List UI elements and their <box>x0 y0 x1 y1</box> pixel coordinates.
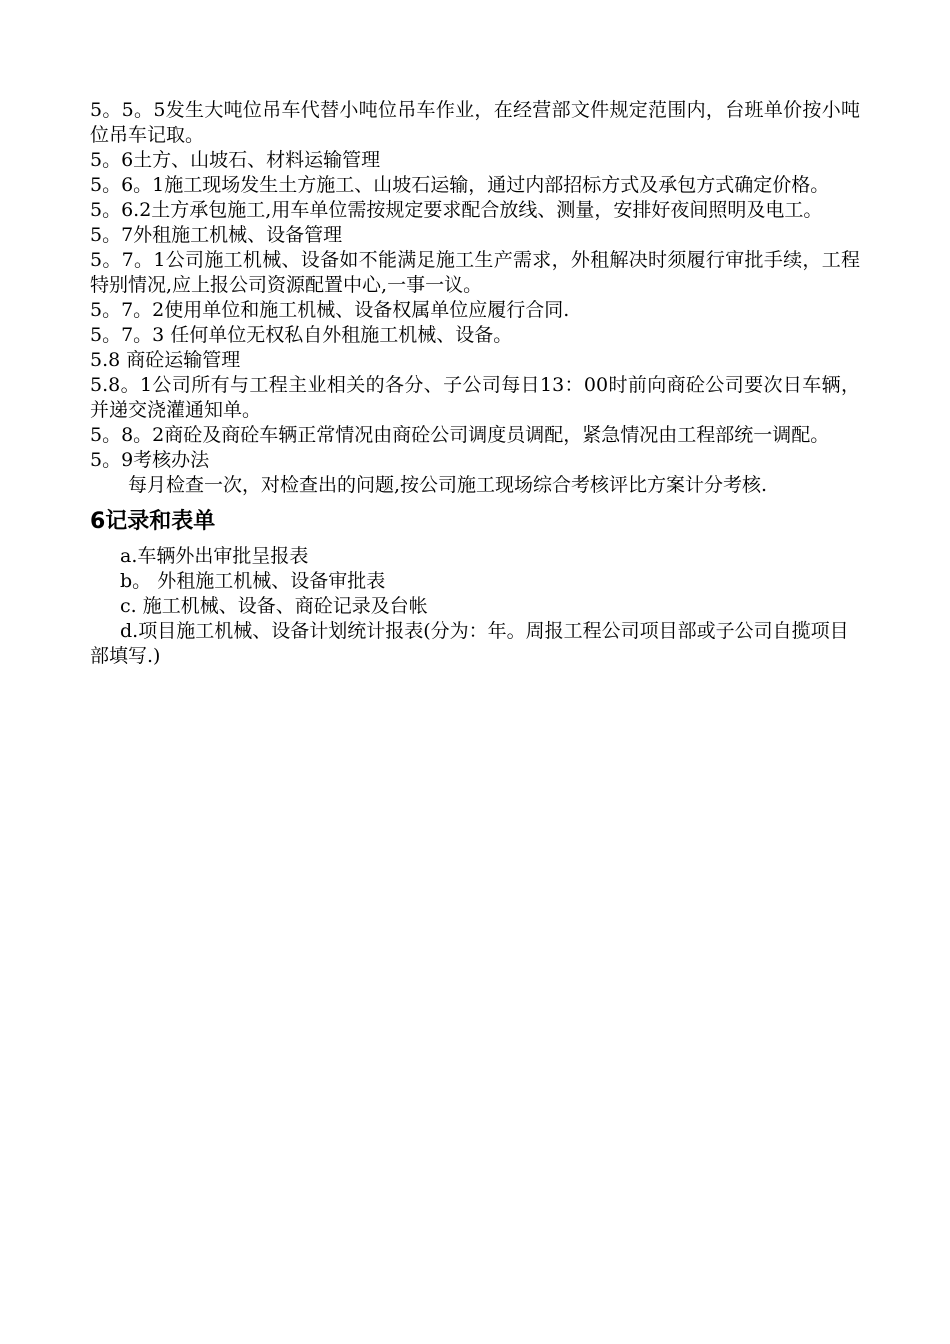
form-item-a: a.车辆外出审批呈报表 <box>120 545 309 567</box>
clause-5-9-title: 5。9考核办法 <box>90 449 210 471</box>
clause-5-8-2: 5。8。2商砼及商砼车辆正常情况由商砼公司调度员调配，紧急情况由工程部统一调配。 <box>90 424 830 446</box>
clause-5-6-2: 5。6.2土方承包施工,用车单位需按规定要求配合放线、测量，安排好夜间照明及电工。 <box>90 199 823 221</box>
clause-5-6-1: 5。6。1施工现场发生土方施工、山坡石运输，通过内部招标方式及承包方式确定价格。 <box>90 174 830 196</box>
section-6-heading: 6记录和表单 <box>90 509 216 534</box>
clause-5-7-1: 5。7。1公司施工机械、设备如不能满足施工生产需求，外租解决时须履行审批手续，工程特别情况,应上报公司资源配置中心,一事一议。 <box>90 249 860 296</box>
form-item-d: d.项目施工机械、设备计划统计报表(分为：年。周报工程公司项目部或子公司自揽项目部填写.) <box>90 620 849 667</box>
clause-5-7-title: 5。7外租施工机械、设备管理 <box>90 224 343 246</box>
form-item-c: c. 施工机械、设备、商砼记录及台帐 <box>120 595 428 617</box>
document-content <box>90 98 860 669</box>
clause-5-8-title: 5.8 商砼运输管理 <box>90 349 241 371</box>
clause-5-8-1: 5.8。1公司所有与工程主业相关的各分、子公司每日13：00时前向商砼公司要次日车辆，并递交浇灌通知单。 <box>90 374 860 421</box>
clause-5-7-2: 5。7。2使用单位和施工机械、设备权属单位应履行合同. <box>90 299 570 321</box>
clause-5-6-title: 5。6土方、山坡石、材料运输管理 <box>90 149 381 171</box>
form-item-b: b。 外租施工机械、设备审批表 <box>120 570 386 592</box>
clause-5-5-5: 5。5。5发生大吨位吊车代替小吨位吊车作业，在经营部文件规定范围内，台班单价按小吨位吊车记取。 <box>90 99 860 146</box>
clause-5-9-text: 每月检查一次，对检查出的问题,按公司施工现场综合考核评比方案计分考核. <box>128 474 768 496</box>
clause-5-7-3: 5。7。3 任何单位无权私自外租施工机械、设备。 <box>90 324 513 346</box>
